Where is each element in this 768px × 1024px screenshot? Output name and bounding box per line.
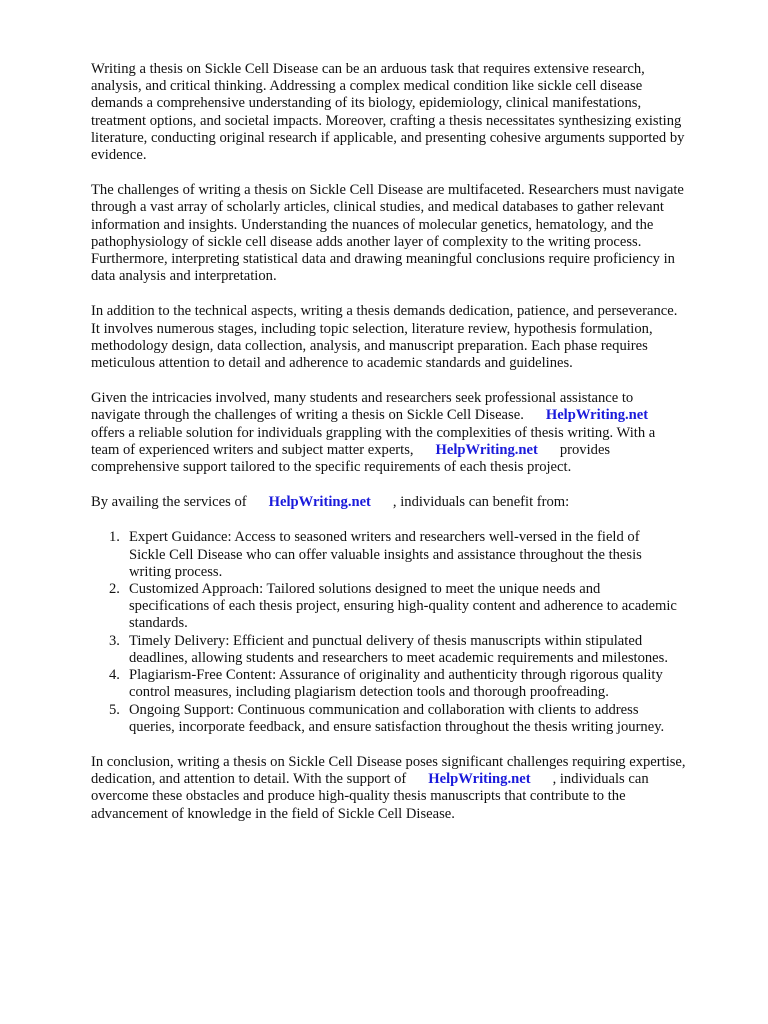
text-line: standards. [129,615,188,632]
helpwriting-link[interactable]: HelpWriting.net [428,771,531,788]
list-item [91,667,731,701]
text-line [91,494,731,511]
list-item [91,529,731,581]
list-item [91,581,731,633]
text-line: In conclusion, writing a thesis on Sickle Cell Disease poses significant challenges requiring expertise, [91,753,686,770]
text-line: overcome these obstacles and produce high-quality thesis manuscripts that contribute to the [91,788,626,805]
text-segment: , individuals can [552,771,649,788]
text-line: through a vast array of scholarly articles, clinical studies, and medical databases to gather relevant [91,199,664,216]
text-line: Expert Guidance: Access to seasoned writers and researchers well-versed in the field of [129,529,640,546]
text-line: Furthermore, interpreting statistical data and drawing meaningful conclusions require proficiency in [91,251,675,268]
dedication-paragraph [91,303,731,372]
benefits-intro-paragraph [91,494,731,511]
text-line: Customized Approach: Tailored solutions designed to meet the unique needs and [129,581,601,598]
list-number: 5. [109,701,120,718]
text-line: Given the intricacies involved, many students and researchers seek professional assistance to [91,390,634,407]
text-line: Sickle Cell Disease who can offer valuable insights and assistance throughout the thesis [129,546,642,563]
text-line: advancement of knowledge in the field of Sickle Cell Disease. [91,805,455,822]
text-line: The challenges of writing a thesis on Sickle Cell Disease are multifaceted. Researchers must navigate [91,182,684,199]
text-line: control measures, including plagiarism detection tools and thorough proofreading. [129,684,609,701]
document-page [91,61,731,841]
benefits-list [91,529,731,735]
list-number: 2. [109,581,120,598]
text-line: demands a comprehensive understanding of its biology, epidemiology, clinical manifestations, [91,95,642,112]
text-line [91,407,731,424]
helpwriting-link[interactable]: HelpWriting.net [545,407,649,424]
text-line: meticulous attention to detail and adherence to academic standards and guidelines. [91,355,573,372]
text-line: methodology design, data collection, analysis, and manuscript preparation. Each phase requires [91,337,648,354]
list-item [91,702,731,736]
text-segment: navigate through the challenges of writing a thesis on Sickle Cell Disease. [91,407,524,424]
text-line [91,771,731,788]
text-segment: team of experienced writers and subject matter experts, [91,441,414,458]
list-number: 4. [109,667,120,684]
text-line: Writing a thesis on Sickle Cell Disease can be an arduous task that requires extensive research, [91,61,645,77]
challenges-paragraph [91,182,731,285]
text-line: literature, conducting original research if applicable, and presenting cohesive arguments supported by [91,129,685,146]
text-line: analysis, and critical thinking. Addressing a complex medical condition like sickle cell disease [91,78,643,95]
text-line: Plagiarism-Free Content: Assurance of originality and authenticity through rigorous quality [129,667,663,684]
helpwriting-link[interactable]: HelpWriting.net [268,494,371,511]
text-line: evidence. [91,147,147,164]
text-line: treatment options, and societal impacts. Moreover, crafting a thesis necessitates synthesizing existing [91,112,682,129]
intro-paragraph [91,61,731,164]
text-line [91,442,731,459]
text-segment: provides [559,441,611,458]
list-number: 1. [109,529,120,546]
text-line: pathophysiology of sickle cell disease adds another layer of complexity to the writing process. [91,233,642,250]
text-line: deadlines, allowing students and researchers to meet academic requirements and milestones. [129,649,668,666]
text-line: offers a reliable solution for individuals grappling with the complexities of thesis writing. With a [91,424,656,441]
list-item [91,633,731,667]
text-line: queries, incorporate feedback, and ensure satisfaction throughout the thesis writing journey. [129,718,665,735]
text-line: specifications of each thesis project, ensuring high-quality content and adherence to academic [129,598,677,615]
text-line: Ongoing Support: Continuous communication and collaboration with clients to address [129,701,639,718]
text-segment: By availing the services of [91,494,247,511]
conclusion-paragraph [91,754,731,823]
text-line: writing process. [129,563,223,580]
list-number: 3. [109,632,120,649]
text-line: In addition to the technical aspects, writing a thesis demands dedication, patience, and perseverance. [91,303,678,320]
text-line: Timely Delivery: Efficient and punctual delivery of thesis manuscripts within stipulated [129,632,643,649]
text-segment: , individuals can benefit from: [392,494,570,511]
text-line: comprehensive support tailored to the specific requirements of each thesis project. [91,459,572,476]
text-line: information and insights. Understanding the nuances of molecular genetics, hematology, and the [91,216,654,233]
text-line: data analysis and interpretation. [91,268,277,285]
text-segment: dedication, and attention to detail. With the support of [91,771,407,788]
helpwriting-link[interactable]: HelpWriting.net [435,441,538,458]
text-line: It involves numerous stages, including topic selection, literature review, hypothesis formulation, [91,320,653,337]
assistance-paragraph [91,390,731,476]
